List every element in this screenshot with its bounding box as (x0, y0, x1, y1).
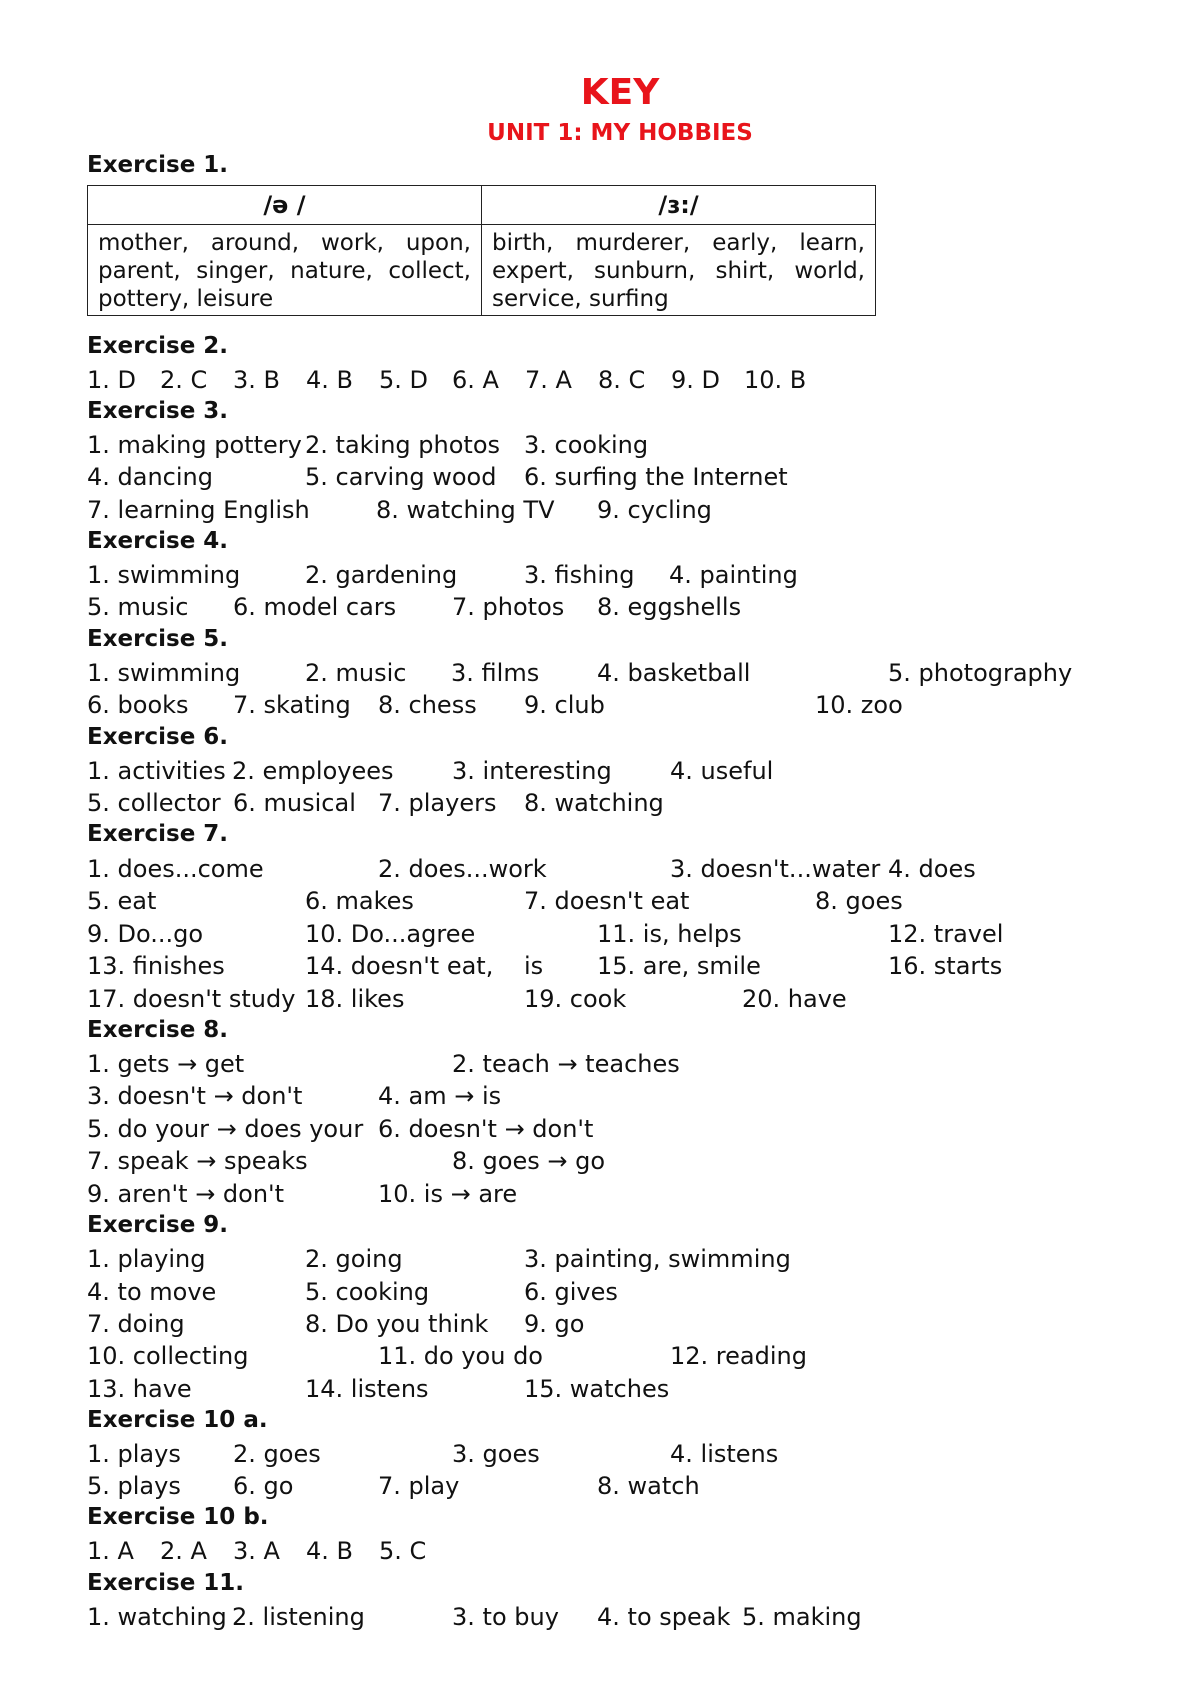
answer-item: 3. A (233, 1537, 280, 1565)
answer-item: 2. C (160, 366, 208, 394)
answer-item: 8. eggshells (597, 593, 742, 621)
page-title: KEY (580, 72, 660, 113)
answer-item: 3. fishing (524, 561, 635, 589)
ex7-heading: Exercise 7. (87, 821, 229, 847)
answer-item: 7. learning English (87, 496, 310, 524)
answer-item: 5. carving wood (305, 463, 497, 491)
answer-item: 10. collecting (87, 1342, 249, 1370)
answer-item: 5. photography (888, 659, 1073, 687)
answer-item: 2. A (160, 1537, 207, 1565)
answer-item: 9. Do...go (87, 920, 204, 948)
ex2-heading: Exercise 2. (87, 333, 229, 359)
answer-item: 13. have (87, 1375, 192, 1403)
answer-item: 8. watching (524, 789, 664, 817)
answer-item: 6. doesn't → don't (378, 1115, 594, 1143)
ex11-heading: Exercise 11. (87, 1570, 245, 1596)
answer-item: 2. teach → teaches (452, 1050, 680, 1078)
answer-item: 10. Do...agree (305, 920, 476, 948)
answer-item: 1. watching (87, 1603, 227, 1631)
answer-item: 4. dancing (87, 463, 213, 491)
answer-item: 3. goes (452, 1440, 540, 1468)
answer-item: 11. is, helps (597, 920, 742, 948)
answer-item: 7. players (378, 789, 497, 817)
ex6-heading: Exercise 6. (87, 724, 229, 750)
answer-item: 2. does...work (378, 855, 547, 883)
answer-item: is (524, 952, 544, 980)
answer-item: 1. gets → get (87, 1050, 245, 1078)
ex3-heading: Exercise 3. (87, 398, 229, 424)
exercise-1-heading: Exercise 1. (87, 152, 229, 178)
answer-item: 4. listens (670, 1440, 779, 1468)
answer-item: 8. goes → go (452, 1147, 605, 1175)
answer-item: 1. does...come (87, 855, 264, 883)
answer-item: 6. books (87, 691, 189, 719)
answer-item: 5. collector (87, 789, 221, 817)
answer-item: 5. do your → does your (87, 1115, 364, 1143)
answer-item: 6. surfing the Internet (524, 463, 788, 491)
answer-item: 3. painting, swimming (524, 1245, 791, 1273)
answer-item: 6. A (452, 366, 499, 394)
answer-item: 3. films (451, 659, 540, 687)
ex10a-heading: Exercise 10 a. (87, 1407, 268, 1433)
answer-item: 1. swimming (87, 561, 241, 589)
answer-item: 4. does (888, 855, 976, 883)
answer-item: 5. D (379, 366, 429, 394)
answer-item: 4. am → is (378, 1082, 502, 1110)
unit-title: UNIT 1: MY HOBBIES (487, 120, 753, 146)
answer-item: 2. gardening (305, 561, 458, 589)
answer-item: 4. B (306, 366, 353, 394)
answer-item: 6. model cars (233, 593, 397, 621)
ipa-column-header-er: /ɜ:/ (482, 186, 876, 225)
answer-item: 4. painting (669, 561, 798, 589)
answer-item: 13. finishes (87, 952, 225, 980)
answer-item: 1. activities (87, 757, 226, 785)
answer-item: 3. B (233, 366, 280, 394)
answer-item: 5. cooking (305, 1278, 430, 1306)
ex8-heading: Exercise 8. (87, 1017, 229, 1043)
answer-item: 15. watches (524, 1375, 670, 1403)
answer-item: 7. play (378, 1472, 460, 1500)
answer-item: 4. to speak (597, 1603, 731, 1631)
answer-item: 3. doesn't → don't (87, 1082, 303, 1110)
answer-item: 10. zoo (815, 691, 903, 719)
ipa-table (87, 185, 876, 316)
answer-item: 6. go (233, 1472, 294, 1500)
answer-item: 3. interesting (452, 757, 612, 785)
answer-item: 12. travel (888, 920, 1004, 948)
answer-item: 1. plays (87, 1440, 181, 1468)
ex9-heading: Exercise 9. (87, 1212, 229, 1238)
answer-item: 9. go (524, 1310, 585, 1338)
answer-item: 18. likes (305, 985, 405, 1013)
answer-item: 14. doesn't eat, (305, 952, 494, 980)
answer-item: 5. making (742, 1603, 862, 1631)
answer-item: 8. chess (378, 691, 477, 719)
answer-item: 7. doesn't eat (524, 887, 690, 915)
ex5-heading: Exercise 5. (87, 626, 229, 652)
answer-item: 2. goes (233, 1440, 321, 1468)
answer-item: 8. C (598, 366, 646, 394)
answer-item: 3. doesn't...water (670, 855, 881, 883)
answer-item: 9. D (671, 366, 721, 394)
answer-item: 2. taking photos (305, 431, 501, 459)
answer-item: 6. makes (305, 887, 414, 915)
answer-item: 7. speak → speaks (87, 1147, 308, 1175)
answer-item: 8. Do you think (305, 1310, 489, 1338)
answer-item: 7. A (525, 366, 572, 394)
answer-item: 1. making pottery (87, 431, 302, 459)
answer-item: 10. B (744, 366, 807, 394)
answer-item: 14. listens (305, 1375, 429, 1403)
answer-item: 5. plays (87, 1472, 181, 1500)
ex4-heading: Exercise 4. (87, 528, 229, 554)
answer-item: 4. basketball (597, 659, 751, 687)
answer-item: 17. doesn't study (87, 985, 296, 1013)
ipa-words-er: birth, murderer, early, learn, expert, sunburn, shirt, world, service, surfing (482, 225, 876, 316)
answer-item: 7. doing (87, 1310, 185, 1338)
answer-item: 8. goes (815, 887, 903, 915)
answer-item: 4. B (306, 1537, 353, 1565)
answer-item: 10. is → are (378, 1180, 518, 1208)
answer-item: 7. skating (233, 691, 351, 719)
answer-item: 2. going (305, 1245, 403, 1273)
answer-item: 1. playing (87, 1245, 206, 1273)
answer-item: 11. do you do (378, 1342, 543, 1370)
answer-item: 3. cooking (524, 431, 649, 459)
answer-item: 15. are, smile (597, 952, 761, 980)
answer-item: 1. D (87, 366, 137, 394)
ipa-words-schwa: mother, around, work, upon, parent, singer, nature, collect, pottery, leisure (88, 225, 482, 316)
answer-item: 8. watch (597, 1472, 700, 1500)
answer-item: 4. useful (670, 757, 774, 785)
answer-item: 6. musical (233, 789, 356, 817)
ipa-column-header-schwa: /ə / (88, 186, 482, 225)
answer-item: 2. listening (232, 1603, 365, 1631)
answer-item: 1. swimming (87, 659, 241, 687)
answer-item: 5. C (379, 1537, 427, 1565)
answer-item: 9. club (524, 691, 605, 719)
answer-item: 5. eat (87, 887, 157, 915)
answer-item: 19. cook (524, 985, 627, 1013)
answer-item: 9. aren't → don't (87, 1180, 285, 1208)
answer-item: 7. photos (452, 593, 565, 621)
ex10b-heading: Exercise 10 b. (87, 1504, 269, 1530)
answer-item: 5. music (87, 593, 189, 621)
answer-item: 2. employees (232, 757, 394, 785)
answer-item: 9. cycling (597, 496, 712, 524)
answer-item: 12. reading (670, 1342, 807, 1370)
answer-item: 4. to move (87, 1278, 217, 1306)
answer-item: 16. starts (888, 952, 1003, 980)
answer-item: 8. watching TV (376, 496, 555, 524)
answer-item: 1. A (87, 1537, 134, 1565)
answer-item: 20. have (742, 985, 847, 1013)
answer-item: 2. music (305, 659, 407, 687)
answer-item: 3. to buy (452, 1603, 559, 1631)
answer-item: 6. gives (524, 1278, 618, 1306)
